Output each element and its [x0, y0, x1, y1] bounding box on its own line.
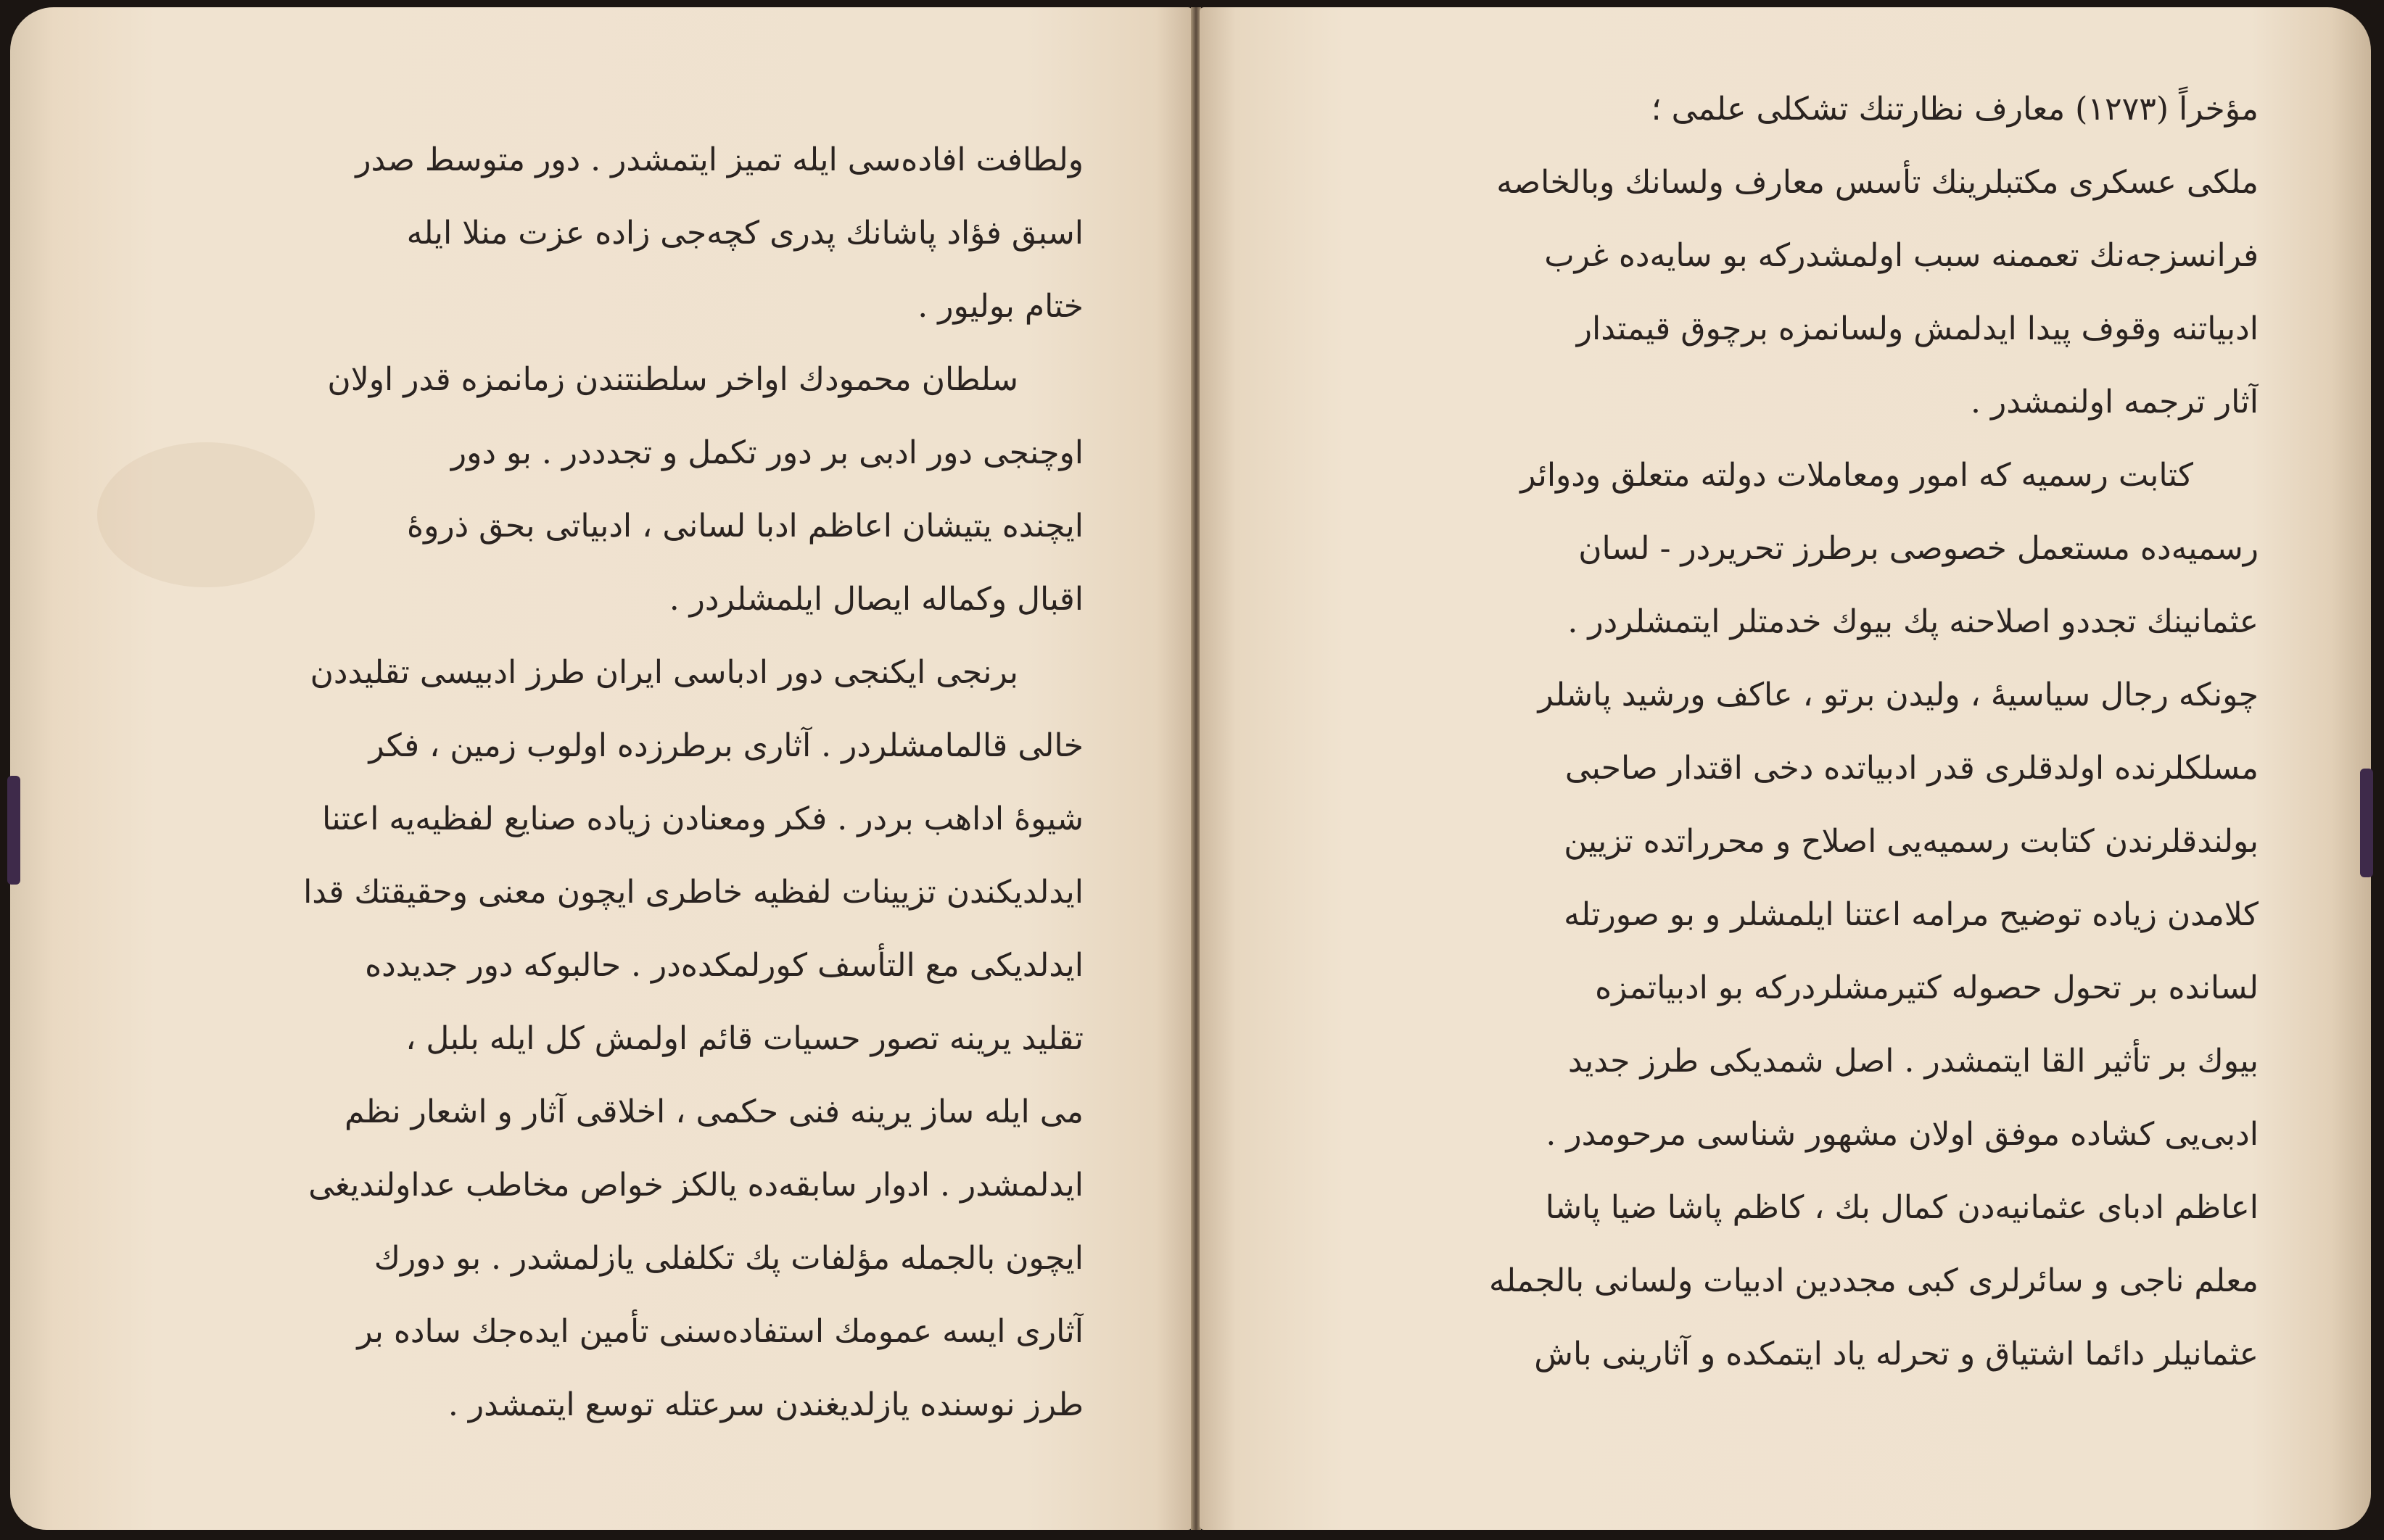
- text-line: کلامدن زیاده توضیح مرامه اعتنا ایلمشلر و بو صورتله: [1564, 896, 2259, 933]
- text-line: اسبق فؤاد پاشانك پدری کچه‌جی زاده عزت منلا ایله: [406, 215, 1084, 252]
- text-line: تقلید یرینه تصور حسیات قائم اولمش کل ایله بلبل ،: [405, 1020, 1084, 1057]
- left-page-text: [191, 123, 1084, 1441]
- text-line: ادبیاتنه وقوف پیدا ایدلمش ولسانمزه برچوق قیمتدار: [1576, 310, 2259, 347]
- right-page-text: [1366, 73, 2259, 1391]
- text-line: بولندقلرندن کتابت رسمیه‌یی اصلاح و محرراتده تزیین: [1564, 823, 2259, 860]
- open-book: [10, 7, 2371, 1530]
- text-line: چونکه رجال سیاسیهٔ ، ولیدن برتو ، عاکف ورشید پاشلر: [1538, 676, 2259, 713]
- text-line: آثار ترجمه اولنمشدر .: [1970, 384, 2259, 421]
- text-line: عثمانینك تجددو اصلاحنه پك بیوك خدمتلر ایتمشلردر .: [1567, 603, 2259, 640]
- text-line: ملکی عسکری مکتبلرینك تأسس معارف ولسانك وبالخاصه: [1496, 164, 2259, 201]
- text-line: ایدلدیکندن تزیینات لفظیه خاطری ایچون معنی وحقیقتك قدا: [303, 874, 1084, 911]
- text-line: سلطان محمودك اواخر سلطنتندن زمانمزه قدر اولان: [327, 361, 1018, 398]
- bookmark-ribbon-left: [7, 776, 20, 885]
- text-line: ختام بولیور .: [917, 288, 1084, 325]
- text-line: عثمانیلر دائما اشتیاق و تحرله یاد ایتمکده و آثارینی باش: [1534, 1336, 2259, 1373]
- text-line: ایدلدیکی مع التأسف کورلمکده‌در . حالبوکه دور جدیدده: [365, 947, 1084, 984]
- text-line: ایچون بالجمله مؤلفات پك تکلفلی یازلمشدر . بو دورك: [374, 1240, 1084, 1277]
- text-line: فرانسزجه‌نك تعممنه سبب اولمشدرکه بو سایه‌ده غرب: [1544, 237, 2259, 274]
- text-line: ادبی‌یی کشاده موفق اولان مشهور شناسی مرحومدر .: [1546, 1116, 2259, 1153]
- text-line: آثاری ایسه عمومك استفاده‌سنی تأمین ایده‌جك ساده بر: [357, 1313, 1084, 1350]
- text-line: معلم ناجی و سائرلری کبی مجددین ادبیات ولسانی بالجمله: [1489, 1262, 2259, 1299]
- text-line: می ایله ساز یرینه فنی حکمی ، اخلاقی آثار و اشعار نظم: [344, 1093, 1084, 1130]
- left-page: [10, 7, 1192, 1530]
- text-line: اقبال وکماله ایصال ایلمشلردر .: [669, 581, 1084, 618]
- bookmark-ribbon-right: [2360, 769, 2373, 877]
- text-line: ایچنده یتیشان اعاظم ادبا لسانی ، ادبیاتی بحق ذروهٔ: [407, 508, 1084, 545]
- text-line: مؤخراً (۱۲۷۳) معارف نظارتنك تشکلی علمی ؛: [1651, 91, 2259, 128]
- text-line: اوچنجی دور ادبی بر دور تکمل و تجدددر . بو دور: [450, 434, 1084, 471]
- text-line: بیوك بر تأثیر القا ایتمشدر . اصل شمدیکی طرز جدید: [1567, 1043, 2259, 1080]
- text-line: مسلکلرنده اولدقلری قدر ادبیاتده دخی اقتدار صاحبی: [1564, 750, 2259, 787]
- text-line: لسانده بر تحول حصوله کتیرمشلردرکه بو ادبیاتمزه: [1595, 969, 2259, 1006]
- text-line: برنجی ایکنجی دور ادباسی ایران طرز ادبیسی تقلیددن: [310, 654, 1018, 691]
- text-line: شیوهٔ اداهب بردر . فکر ومعنادن زیاده صنایع لفظیه‌یه اعتنا: [321, 800, 1084, 837]
- text-line: رسمیه‌ده مستعمل خصوصی برطرز تحریردر - لسان: [1578, 530, 2259, 567]
- right-page: [1200, 7, 2371, 1530]
- text-line: ایدلمشدر . ادوار سابقه‌ده یالکز خواص مخاطب عداولندیغی: [308, 1167, 1084, 1204]
- text-line: اعاظم ادبای عثمانیه‌دن کمال بك ، کاظم پاشا ضیا پاشا: [1545, 1189, 2259, 1226]
- text-line: خالی قالمامشلردر . آثاری برطرزده اولوب زمین ، فکر: [368, 727, 1084, 764]
- text-line: طرز نوسنده یازلدیغندن سرعتله توسع ایتمشدر .: [447, 1386, 1084, 1423]
- text-line: کتابت رسمیه که امور ومعاملات دولته متعلق ودوائر: [1520, 457, 2193, 494]
- text-line: ولطافت افاده‌سی ایله تمیز ایتمشدر . دور متوسط صدر: [355, 141, 1084, 178]
